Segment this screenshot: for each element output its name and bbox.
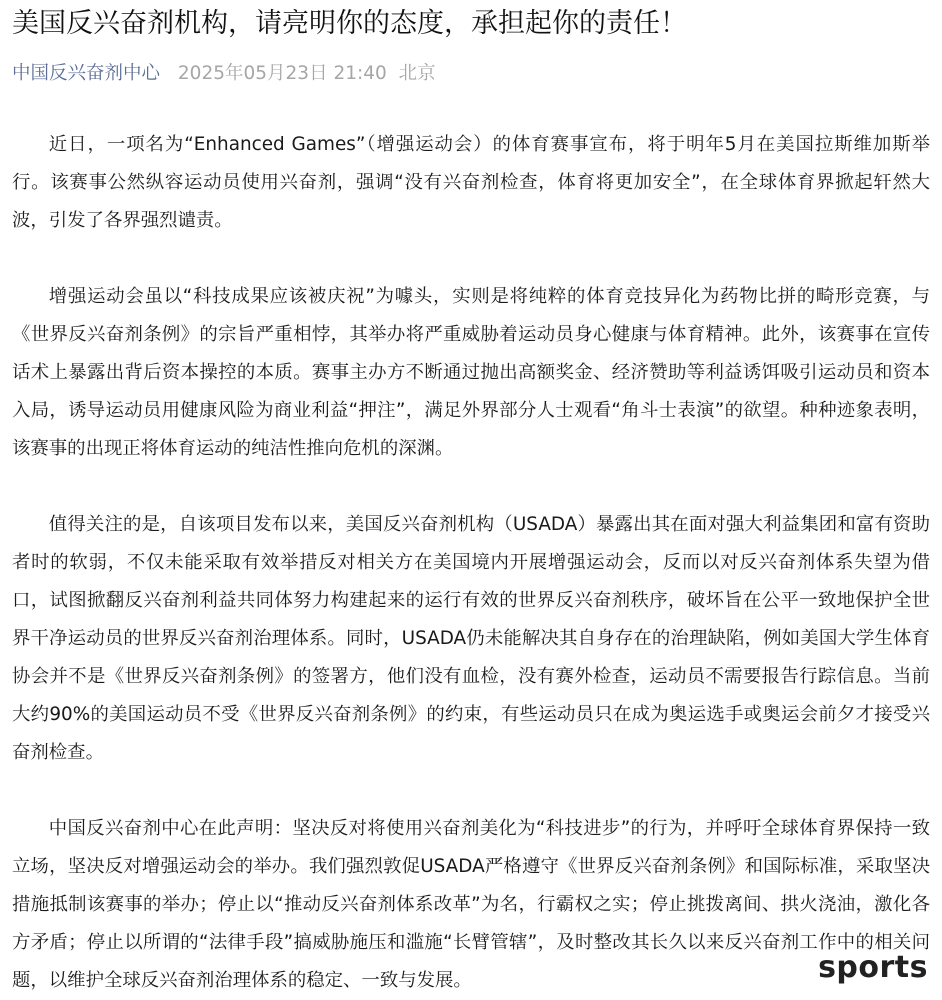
article-body xyxy=(12,126,930,1000)
paragraph: 增强运动会虽以“科技成果应该被庆祝”为噱头，实则是将纯粹的体育竞技异化为药物比拼的畸形竞赛，与《世界反兴奋剂条例》的宗旨严重相悖，其举办将严重威胁着运动员身心健康与体育精神。此外，该赛事在宣传话术上暴露出背后资本操控的本质。赛事主办方不断通过抛出高额奖金、经济赞助等利益诱饵吸引运动员和资本入局，诱导运动员用健康风险为商业利益“押注”，满足外界部分人士观看“角斗士表演”的欲望。种种迹象表明，该赛事的出现正将体育运动的纯洁性推向危机的深渊。 xyxy=(12,286,930,459)
sports-watermark: sports xyxy=(818,950,928,985)
article-title: 美国反兴奋剂机构，请亮明你的态度，承担起你的责任！ xyxy=(12,8,687,39)
paragraph: 值得关注的是，自该项目发布以来，美国反兴奋剂机构（USADA）暴露出其在面对强大利益集团和富有资助者时的软弱，不仅未能采取有效举措反对相关方在美国境内开展增强运动会，反而以对反兴奋剂体系失望为借口，试图掀翻反兴奋剂利益共同体努力构建起来的运行有效的世界反兴奋剂秩序，破坏旨在公平一致地保护全世界干净运动员的世界反兴奋剂治理体系。同时，USADA仍未能解决其自身存在的治理缺陷，例如美国大学生体育协会并不是《世界反兴奋剂条例》的签署方，他们没有血检，没有赛外检查，运动员不需要报告行踪信息。当前大约90%的美国运动员不受《世界反兴奋剂条例》的约束，有些运动员只在成为奥运选手或奥运会前夕才接受兴奋剂检查。 xyxy=(12,514,930,763)
publish-location: 北京 xyxy=(398,63,436,84)
publish-date: 2025年05月23日 21:40 xyxy=(177,63,387,84)
paragraph: 近日，一项名为“Enhanced Games”（增强运动会）的体育赛事宣布，将于明年5月在美国拉斯维加斯举行。该赛事公然纵容运动员使用兴奋剂，强调“没有兴奋剂检查，体育将更加安全”，在全球体育界掀起轩然大波，引发了各界强烈谴责。 xyxy=(12,134,930,231)
source-link[interactable]: 中国反兴奋剂中心 xyxy=(12,63,161,84)
paragraph: 中国反兴奋剂中心在此声明：坚决反对将使用兴奋剂美化为“科技进步”的行为，并呼吁全球体育界保持一致立场，坚决反对增强运动会的举办。我们强烈敦促USADA严格遵守《世界反兴奋剂条例》和国际标准，采取坚决措施抵制该赛事的举办；停止以“推动反兴奋剂体系改革”为名，行霸权之实；停止挑拨离间、拱火浇油，激化各方矛盾；停止以所谓的“法律手段”搞威胁施压和滥施“长臂管辖”，及时整改其长久以来反兴奋剂工作中的相关问题，以维护全球反兴奋剂治理体系的稳定、一致与发展。 xyxy=(12,818,930,991)
article-meta xyxy=(12,60,930,88)
